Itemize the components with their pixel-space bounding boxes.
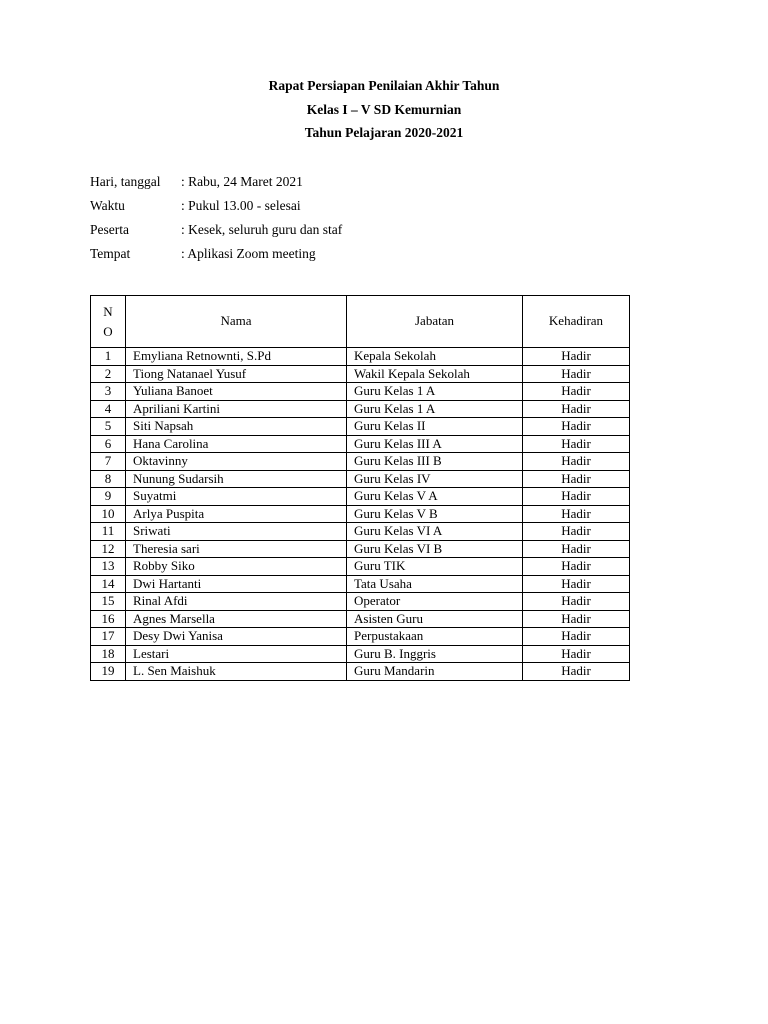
cell-no: 15 <box>91 593 126 611</box>
cell-jabatan: Kepala Sekolah <box>347 348 523 366</box>
header-jabatan: Jabatan <box>347 296 523 348</box>
cell-kehadiran: Hadir <box>523 575 630 593</box>
cell-kehadiran: Hadir <box>523 488 630 506</box>
cell-nama: Tiong Natanael Yusuf <box>126 365 347 383</box>
cell-no: 8 <box>91 470 126 488</box>
cell-jabatan: Perpustakaan <box>347 628 523 646</box>
cell-kehadiran: Hadir <box>523 400 630 418</box>
document-title: Rapat Persiapan Penilaian Akhir Tahun <box>268 78 500 93</box>
cell-kehadiran: Hadir <box>523 505 630 523</box>
table-row <box>91 645 630 663</box>
cell-jabatan: Guru Kelas VI A <box>347 523 523 541</box>
cell-nama: Robby Siko <box>126 558 347 576</box>
cell-jabatan: Guru Kelas III A <box>347 435 523 453</box>
table-row <box>91 610 630 628</box>
cell-nama: Oktavinny <box>126 453 347 471</box>
cell-no: 12 <box>91 540 126 558</box>
cell-nama: Siti Napsah <box>126 418 347 436</box>
cell-jabatan: Guru Mandarin <box>347 663 523 681</box>
cell-jabatan: Tata Usaha <box>347 575 523 593</box>
cell-nama: Dwi Hartanti <box>126 575 347 593</box>
cell-no: 11 <box>91 523 126 541</box>
table-row <box>91 400 630 418</box>
table-row <box>91 365 630 383</box>
cell-no: 17 <box>91 628 126 646</box>
cell-no: 6 <box>91 435 126 453</box>
cell-nama: Emyliana Retnownti, S.Pd <box>126 348 347 366</box>
cell-kehadiran: Hadir <box>523 418 630 436</box>
cell-no: 13 <box>91 558 126 576</box>
table-row <box>91 488 630 506</box>
cell-nama: Apriliani Kartini <box>126 400 347 418</box>
table-row <box>91 418 630 436</box>
table-row <box>91 523 630 541</box>
cell-no: 19 <box>91 663 126 681</box>
cell-nama: Hana Carolina <box>126 435 347 453</box>
cell-jabatan: Guru B. Inggris <box>347 645 523 663</box>
table-row <box>91 628 630 646</box>
cell-kehadiran: Hadir <box>523 663 630 681</box>
cell-no: 18 <box>91 645 126 663</box>
cell-no: 5 <box>91 418 126 436</box>
cell-jabatan: Guru Kelas 1 A <box>347 400 523 418</box>
cell-kehadiran: Hadir <box>523 348 630 366</box>
table-row <box>91 575 630 593</box>
table-row <box>91 593 630 611</box>
info-value: : Aplikasi Zoom meeting <box>181 246 316 261</box>
cell-kehadiran: Hadir <box>523 523 630 541</box>
cell-kehadiran: Hadir <box>523 558 630 576</box>
cell-kehadiran: Hadir <box>523 435 630 453</box>
cell-no: 7 <box>91 453 126 471</box>
info-value: : Pukul 13.00 - selesai <box>181 198 301 213</box>
cell-no: 16 <box>91 610 126 628</box>
table-row <box>91 453 630 471</box>
cell-jabatan: Guru Kelas 1 A <box>347 383 523 401</box>
cell-jabatan: Guru Kelas V A <box>347 488 523 506</box>
info-value: : Rabu, 24 Maret 2021 <box>181 174 303 189</box>
cell-nama: Theresia sari <box>126 540 347 558</box>
table-row <box>91 348 630 366</box>
table-header-row <box>91 296 630 348</box>
cell-jabatan: Asisten Guru <box>347 610 523 628</box>
table-row <box>91 470 630 488</box>
header-no-line1: N <box>103 303 113 319</box>
cell-kehadiran: Hadir <box>523 365 630 383</box>
cell-nama: Rinal Afdi <box>126 593 347 611</box>
cell-kehadiran: Hadir <box>523 628 630 646</box>
cell-no: 4 <box>91 400 126 418</box>
cell-no: 10 <box>91 505 126 523</box>
table-row <box>91 505 630 523</box>
info-label: Hari, tanggal <box>90 174 161 189</box>
header-kehadiran: Kehadiran <box>523 296 630 348</box>
document-subtitle-class: Kelas I – V SD Kemurnian <box>306 102 462 117</box>
cell-jabatan: Wakil Kepala Sekolah <box>347 365 523 383</box>
info-value: : Kesek, seluruh guru dan staf <box>181 222 343 237</box>
cell-jabatan: Guru Kelas VI B <box>347 540 523 558</box>
cell-nama: Yuliana Banoet <box>126 383 347 401</box>
document-subtitle-year: Tahun Pelajaran 2020-2021 <box>304 125 464 140</box>
cell-nama: L. Sen Maishuk <box>126 663 347 681</box>
cell-nama: Lestari <box>126 645 347 663</box>
cell-no: 14 <box>91 575 126 593</box>
cell-jabatan: Guru TIK <box>347 558 523 576</box>
cell-kehadiran: Hadir <box>523 540 630 558</box>
header-nama: Nama <box>126 296 347 348</box>
cell-no: 2 <box>91 365 126 383</box>
cell-nama: Desy Dwi Yanisa <box>126 628 347 646</box>
cell-nama: Sriwati <box>126 523 347 541</box>
header-no-line2: O <box>103 323 113 339</box>
cell-kehadiran: Hadir <box>523 593 630 611</box>
cell-nama: Arlya Puspita <box>126 505 347 523</box>
cell-nama: Nunung Sudarsih <box>126 470 347 488</box>
table-row <box>91 663 630 681</box>
header-no <box>91 296 126 348</box>
cell-no: 9 <box>91 488 126 506</box>
cell-no: 1 <box>91 348 126 366</box>
cell-kehadiran: Hadir <box>523 383 630 401</box>
table-row <box>91 558 630 576</box>
cell-jabatan: Guru Kelas III B <box>347 453 523 471</box>
cell-kehadiran: Hadir <box>523 470 630 488</box>
cell-kehadiran: Hadir <box>523 453 630 471</box>
info-label: Peserta <box>90 222 129 237</box>
cell-nama: Agnes Marsella <box>126 610 347 628</box>
cell-jabatan: Guru Kelas II <box>347 418 523 436</box>
table-row <box>91 383 630 401</box>
table-row <box>91 435 630 453</box>
info-label: Tempat <box>90 246 131 261</box>
info-label: Waktu <box>90 198 125 213</box>
cell-jabatan: Operator <box>347 593 523 611</box>
cell-jabatan: Guru Kelas IV <box>347 470 523 488</box>
cell-kehadiran: Hadir <box>523 610 630 628</box>
table-row <box>91 540 630 558</box>
cell-no: 3 <box>91 383 126 401</box>
cell-nama: Suyatmi <box>126 488 347 506</box>
cell-jabatan: Guru Kelas V B <box>347 505 523 523</box>
cell-kehadiran: Hadir <box>523 645 630 663</box>
attendance-table <box>90 295 630 681</box>
